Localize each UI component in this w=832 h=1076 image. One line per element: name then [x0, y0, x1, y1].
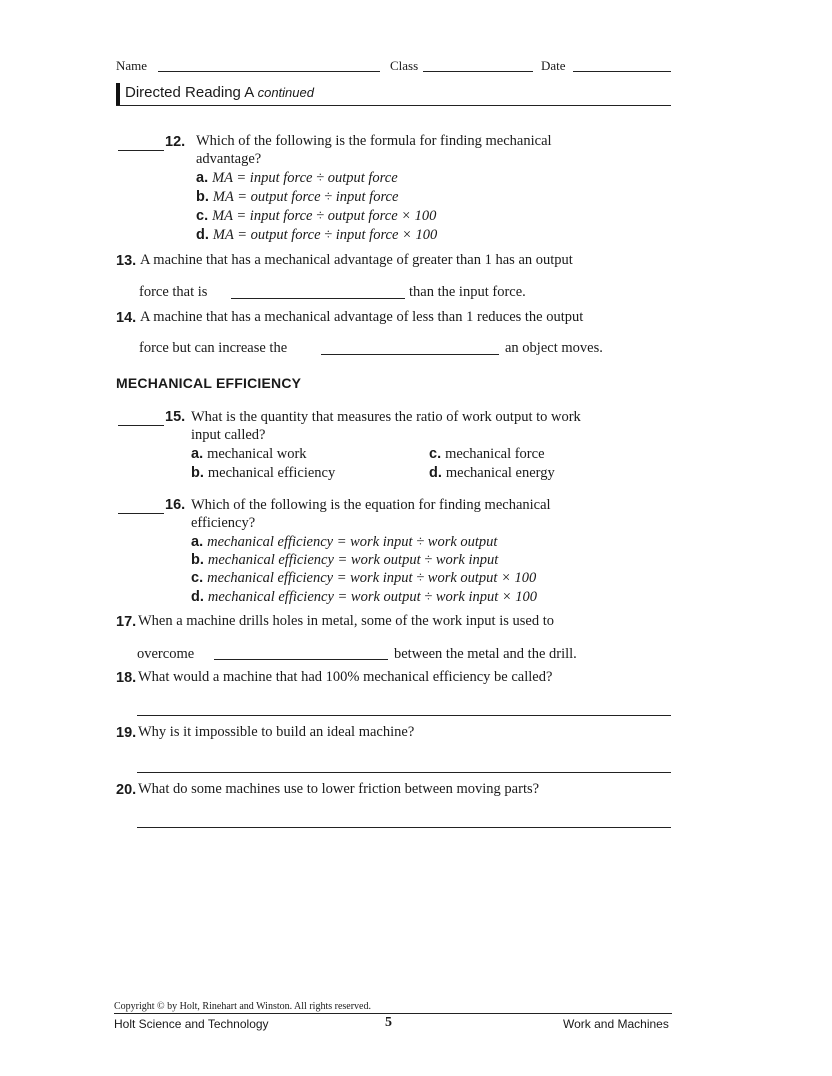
q13-text-b: than the input force.	[409, 284, 526, 300]
q14-text-a: force but can increase the	[139, 340, 288, 356]
q18-answer-line[interactable]	[137, 715, 671, 716]
q17-answer-blank[interactable]	[214, 659, 388, 660]
q15-text: What is the quantity that measures the ratio of work output to work	[191, 409, 581, 425]
q18-text: What would a machine that had 100% mechanical efficiency be called?	[138, 669, 553, 685]
q12-option-c: c. MA = input force ÷ output force × 100	[196, 208, 437, 224]
q16-option-d: d. mechanical efficiency = work output ÷ work input × 100	[191, 589, 538, 605]
book-title: Work and Machines	[563, 1017, 669, 1031]
q17-text-a: overcome	[137, 646, 195, 662]
q17-text-b: between the metal and the drill.	[394, 646, 577, 662]
section-heading-mechanical-efficiency: MECHANICAL EFFICIENCY	[116, 375, 302, 391]
q15-option-d: d. mechanical energy	[429, 465, 555, 481]
q13-text: A machine that has a mechanical advantage of greater than 1 has an output	[140, 252, 573, 268]
class-label: Class	[390, 58, 419, 73]
section-subtitle: continued	[257, 85, 314, 100]
q17-number: 17.	[116, 614, 137, 630]
q16-option-c: c. mechanical efficiency = work input ÷ work output × 100	[191, 570, 537, 586]
q20-number: 20.	[116, 782, 137, 798]
q19-number: 19.	[116, 725, 137, 741]
name-label: Name	[116, 58, 148, 73]
q15-option-a: a. mechanical work	[191, 446, 307, 462]
q20-text: What do some machines use to lower friction between moving parts?	[138, 781, 540, 797]
footer-rule	[114, 1013, 672, 1014]
q16-text-cont: efficiency?	[191, 515, 256, 531]
q15-option-b: b. mechanical efficiency	[191, 465, 336, 481]
q19-text: Why is it impossible to build an ideal machine?	[138, 724, 415, 740]
q16-option-a: a. mechanical efficiency = work input ÷ work output	[191, 534, 498, 550]
q12-answer-blank[interactable]	[118, 150, 164, 151]
q12-number: 12.	[165, 134, 186, 150]
q15-option-c: c. mechanical force	[429, 446, 545, 462]
q13-number: 13.	[116, 253, 137, 269]
header-rule	[116, 105, 671, 106]
q14-text-b: an object moves.	[505, 340, 603, 356]
q13-answer-blank[interactable]	[231, 298, 405, 299]
q16-text: Which of the following is the equation for finding mechanical	[191, 497, 551, 513]
q13-text-a: force that is	[139, 284, 208, 300]
q15-text-cont: input called?	[191, 427, 266, 443]
q12-option-d: d. MA = output force ÷ input force × 100	[196, 227, 438, 243]
q19-answer-line[interactable]	[137, 772, 671, 773]
q12-text-cont: advantage?	[196, 151, 262, 167]
q17-text: When a machine drills holes in metal, some of the work input is used to	[138, 613, 554, 629]
q12-option-b: b. MA = output force ÷ input force	[196, 189, 399, 205]
class-field[interactable]	[423, 71, 533, 72]
q14-number: 14.	[116, 310, 137, 326]
q18-number: 18.	[116, 670, 137, 686]
q16-option-b: b. mechanical efficiency = work output ÷ work input	[191, 552, 499, 568]
date-label: Date	[541, 58, 566, 73]
page-number: 5	[385, 1015, 392, 1030]
copyright-notice: Copyright © by Holt, Rinehart and Winston. All rights reserved.	[114, 1001, 371, 1012]
q12-option-a: a. MA = input force ÷ output force	[196, 170, 398, 186]
section-bar	[116, 83, 120, 106]
q20-answer-line[interactable]	[137, 827, 671, 828]
q12-text: Which of the following is the formula for finding mechanical	[196, 133, 552, 149]
q14-text: A machine that has a mechanical advantage of less than 1 reduces the output	[140, 309, 584, 325]
section-title: Directed Reading A continued	[125, 84, 314, 101]
date-field[interactable]	[573, 71, 671, 72]
q14-answer-blank[interactable]	[321, 354, 499, 355]
q15-number: 15.	[165, 409, 186, 425]
q16-number: 16.	[165, 497, 186, 513]
name-field[interactable]	[158, 71, 380, 72]
q16-answer-blank[interactable]	[118, 513, 164, 514]
publisher-name: Holt Science and Technology	[114, 1017, 269, 1031]
q15-answer-blank[interactable]	[118, 425, 164, 426]
